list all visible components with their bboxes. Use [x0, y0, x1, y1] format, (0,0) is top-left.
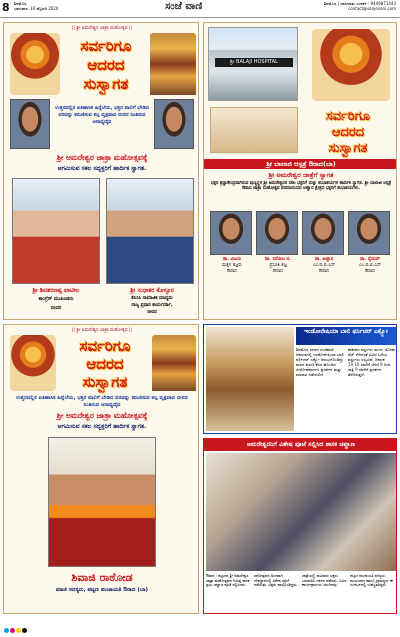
newspaper-logo: ಸಂಜೆ ವಾಣಿ — [165, 1, 203, 12]
title-line-1: ಸರ್ವರಿಗೂ — [80, 37, 132, 55]
article-column-1: ಶಿವಮೊಗ್ಗ ನಗರದ ಸಂಜೆವಾಣಿ ಆವರಣದಲ್ಲಿ ಇಂಡೋನೇಷಿಯಾ ಬಾಲಿ ಫರ್ನಿಚರ್ ಎಕ್ಸ್ಪೋ ಆರಂಭಗೊಂಡಿದ್ದು ಮರದ ಕುಸುರಿ ಕೆಲಸ ಹೊಂದಿದ ಪೀಠೋಪಕರಣಗಳ ಪ್ರದರ್ಶನ ಮತ್ತು ಮಾರಾಟ ನಡೆಯಲಿದೆ. — [296, 347, 344, 377]
title-line-2: ಆದರದ — [86, 355, 124, 373]
photo-sudhakar — [106, 178, 194, 284]
temple-image — [152, 335, 196, 391]
hospital-sign: ಶ್ರೀ BALAJI HOSPITAL — [215, 58, 293, 67]
welcome-line: ಆಗಮಿಸುವ ಸಕಲ ಸದ್ಭಕ್ತರಿಗೆ ಹಾರ್ದಿಕ ಸ್ವಾಗತ. — [57, 423, 147, 430]
doctor-list — [210, 211, 392, 319]
welcome-line: ಆಗಮಿಸುವ ಸಕಲ ಸದ್ಭಕ್ತರಿಗೆ ಹಾರ್ದಿಕ ಸ್ವಾಗತ. — [57, 165, 147, 172]
person1-role: ಕಾಂಗ್ರೆಸ್ ಮುಖಂಡರು — [38, 296, 74, 302]
balaji-hospital-ad — [203, 22, 397, 320]
dateline — [14, 1, 58, 11]
furniture-expo-article — [203, 324, 397, 434]
doctor-card-4 — [348, 257, 392, 275]
doctor-photo-2 — [256, 211, 298, 255]
doctor-card-2 — [256, 257, 300, 275]
doctor-role: ಎಂ.ಬಿ.ಬಿ.ಎಸ್ — [313, 263, 335, 268]
issue-date: ಭಾನುವಾರ, 16 ಫೆಬ್ರವರಿ 2020 — [14, 6, 59, 11]
ad-body-text: ಉತ್ತರದಲ್ಲಿನ ಐತಿಹಾಸಿಕ ಹಿನ್ನೆಲೆಯ, ಭಕ್ತರ ಪಾಲಿಗೆ ಬೇಡಿದ ವರವನ್ನು ಕರುಣಿಸುವ ಕಲ್ಪ ವೃಕ್ಷವಾದ ಬೀರದ ನಿಂತಿರುವ ಆರಾಧ್ಯದೈವ — [16, 395, 188, 408]
doctor-place: ಔರಾದ — [227, 269, 237, 274]
temple-image — [150, 33, 196, 95]
doctor-place: ಔರಾದ — [319, 269, 329, 274]
event-line: ಶ್ರೀ ಅಮರೇಶ್ವರ ಜಾತ್ರಾ ಮಹೋತ್ಸವಕ್ಕೆ — [56, 411, 148, 420]
article-column-4: ಪಟ್ಟಣ ಪಂಚಾಯತಿ ಸದಸ್ಯರು, ಮುಖಂಡರು ಹಾಗೂ ಗ್ರಾಮಸ್ಥರು ಈ ಸಂದರ್ಭದಲ್ಲಿ ಉಪಸ್ಥಿತರಿದ್ದರು. — [350, 573, 394, 588]
person-name: ಶಿವಾಜಿ ರಾಠೋಡ — [71, 571, 133, 584]
doctor-role: ಪ್ರಸೂತಿ ತಜ್ಞ — [269, 263, 287, 268]
person-photo-right — [154, 99, 194, 149]
furniture-photo — [206, 327, 294, 431]
swami-portrait — [312, 29, 390, 101]
person1-place: ಬೀದರ — [50, 305, 62, 311]
doctor-photo-4 — [348, 211, 390, 255]
ad-top-caption: || ಶ್ರೀ ಅಮರೇಶ್ವರ ಜಾತ್ರಾ ಮಹೋತ್ಸವ || — [71, 26, 133, 31]
article-column-1: ಔರಾದ : ಪಟ್ಟಣದ ಶ್ರೀ ಅಮರೇಶ್ವರ ಜಾತ್ರಾ ಮಹೋತ್ಸವದ ನಿಮಿತ್ತ ಶಾಸಕ ಪ್ರಭು ಚವ್ಹಾಣ ಪೂಜೆ ಸಲ್ಲಿಸಿದರು. — [206, 573, 250, 588]
title-line-2: ಆದರದ — [87, 56, 125, 74]
photo-shivasharanappa — [12, 178, 100, 284]
amareshwar-ad-patil — [3, 22, 199, 320]
doctor-card-3 — [302, 257, 346, 275]
masthead-contact — [270, 1, 396, 11]
contact-email: contact@sanjevani.com — [348, 6, 396, 11]
hospital-interior-photo — [210, 107, 298, 153]
hospital-body-text: ಭಕ್ತರ ಶ್ರದ್ಧಾಕೇಂದ್ರವಾಗಿರುವ ಪುಣ್ಯಸ್ಥಳ ಶ್ರೀ ಅಮರೇಶ್ವರನ ಸಕಲ ಭಕ್ತರಿಗೆ ಮತ್ತು ಶುಭಾಶಯಗಳ ಹಾರ್ದಿಕ ಸ್ವಾಗತ. ಶ್ರೀ ಬಾಲಾಜಿ ಆಸ್ಪತ್ರೆ ಔರಾದ ಜಾತ್ರಾ ಮಹೋತ್ಸವ ಪರಮಾನಂದದ ಆಹ್ವಾನ ಕ್ಷೇತ್ರದ ಭಕ್ತರಿಗೆ ಶುಭಾಶಯಗಳು. — [210, 181, 392, 192]
hospital-name-banner: ಶ್ರೀ ಬಾಲಾಜಿ ಆಸ್ಪತ್ರೆ ಔರಾದ(ಬಾ) — [204, 159, 397, 169]
ad-body-text: ಉತ್ತರದಲ್ಲಿನ ಐತಿಹಾಸಿಕ ಹಿನ್ನೆಲೆಯ, ಭಕ್ತರ ಪಾಲಿಗೆ ಬೇಡಿದ ವರವನ್ನು ಕರುಣಿಸುವ ಕಲ್ಪ ವೃಕ್ಷವಾದ ಬೀರದ ನಿಂತಿರುವ ಆರಾಧ್ಯದೈವ — [55, 105, 149, 125]
person2-place: ಬೀದರ — [147, 310, 157, 315]
title-line-1: ಸರ್ವರಿಗೂ — [325, 109, 371, 124]
print-registration-marks — [4, 618, 28, 637]
doctor-role: ಮಕ್ಕಳ ತಜ್ಞರು — [222, 263, 242, 268]
title-line-3: ಸುಸ್ವಾಗತ — [83, 75, 129, 93]
hospital-building-photo — [208, 27, 298, 101]
amareshwar-ad-rathod — [3, 324, 199, 614]
article-column-3: ಜಾತ್ರೆಯಲ್ಲಿ ಸಾವಿರಾರು ಭಕ್ತರು ಭಾಗವಹಿಸಿ ದರ್ಶನ ಪಡೆದರು. ವಿವಿಧ ಕಾರ್ಯಕ್ರಮಗಳು ಜರುಗಿದವು. — [302, 573, 347, 588]
puja-news-article — [203, 438, 397, 614]
title-line-1: ಸರ್ವರಿಗೂ — [79, 337, 131, 355]
doctor-photo-1 — [210, 211, 252, 255]
photo-shivaji-rathod — [48, 437, 156, 567]
doctor-place: ಔರಾದ — [365, 269, 375, 274]
page-number: 8 — [2, 1, 10, 14]
doctor-place: ಔರಾದ — [273, 269, 283, 274]
doctor-role: ಎಂ.ಬಿ.ಬಿ.ಎಸ್ — [359, 263, 381, 268]
person1-name: ಶ್ರೀ ಶಿವಶರಣಪ್ಪ ಪಾಟೀಲ — [32, 287, 80, 294]
paper-name: ಶಿವಮೊಗ್ಗ — [14, 1, 27, 6]
ad-top-caption: || ಶ್ರೀ ಅಮರೇಶ್ವರ ಜಾತ್ರಾ ಮಹೋತ್ಸವ || — [71, 328, 133, 333]
person2-role-2: ರಾಜ್ಯ ಪ್ರಧಾನ ಕಾರ್ಯದರ್ಶಿ, — [131, 303, 173, 308]
event-line: ಶ್ರೀ ಅಮರೇಶ್ವರ ಜಾತ್ರೆಗೆ ಸ್ವಾಗತ — [268, 171, 334, 179]
page-header — [0, 0, 400, 18]
title-line-2: ಆದರದ — [331, 125, 365, 140]
person-role: ಮಾಜಿ ಸದಸ್ಯರು, ಪಟ್ಟಣ ಪಂಚಾಯತಿ ಔರಾದ (ಬಾ) — [55, 587, 149, 593]
article-headline: ಅಮರೇಶ್ವರನಿಗೆ ವಿಶೇಷ ಪೂಜೆ ಸಲ್ಲಿಸಿದ ಶಾಸಕ ಚವ್ಹಾಣ — [204, 439, 397, 451]
contact-line: ಶಿವಮೊಗ್ಗ | ಜಾಹೀರಾತು ಸಂಪರ್ಕ : 9449871443 — [323, 1, 396, 6]
article-column-2: ಕರಕುಶಲ ವಸ್ತುಗಳು ಮಂಚ, ಸೋಫಾ ಸೆಟ್ ಸೇರಿದಂತೆ ವಿವಿಧ ಬಗೆಯ ವಸ್ತುಗಳು ಲಭ್ಯವಿವೆ. ದಿನಾಂಕ 19.10 ರವರೆಗೆ ಬೆಳಿಗ್ಗೆ 9 ರಿಂದ ರಾತ್ರಿ 9 ರವರೆಗೆ ಪ್ರದರ್ಶನ ತೆರೆದಿರುತ್ತದೆ. — [348, 347, 396, 377]
title-line-3: ಸುಸ್ವಾಗತ — [82, 373, 128, 391]
event-line: ಶ್ರೀ ಅಮರೇಶ್ವರ ಜಾತ್ರಾ ಮಹೋತ್ಸವಕ್ಕೆ — [56, 153, 148, 162]
doctor-name: ಡಾ. ಅಜ್ಞಾನ — [314, 257, 334, 262]
doctor-name: ಡಾ. ಸರೋಜ ಬಿ. — [264, 257, 292, 262]
person2-role: ಕೆಪಿಸಿಸಿ ಸಾಮಾಜಿಕ ಮಾಧ್ಯಮ — [131, 296, 173, 301]
puja-crowd-photo — [206, 453, 396, 571]
doctor-name: ಡಾ. ವಿಜಯ — [222, 257, 242, 262]
person-photo-left — [10, 99, 50, 149]
person2-name: ಶ್ರೀ ಸುಧಾಕರ ಕೊಳ್ಳೂರ — [130, 287, 174, 294]
article-column-2: ರಥೋತ್ಸವದ ಅಂಗವಾಗಿ ದೇವಸ್ಥಾನದಲ್ಲಿ ವಿಶೇಷ ಪೂಜೆ ನಡೆಯಿತು. ಭಕ್ತರು ಪಾಲ್ಗೊಂಡಿದ್ದರು. — [254, 573, 298, 588]
doctor-photo-3 — [302, 211, 344, 255]
doctor-name: ಡಾ. ಸೈಯದ್ — [360, 257, 380, 262]
swami-portrait — [10, 33, 60, 95]
doctor-card-1 — [210, 257, 254, 275]
swami-portrait — [10, 335, 56, 391]
title-line-3: ಸುಸ್ವಾಗತ — [328, 141, 368, 156]
article-headline: ಇಂಡೋನೇಷಿಯಾ ಬಾಲಿ ಫರ್ನಿಚರ್ ಎಕ್ಸ್ಪೋ — [296, 327, 396, 345]
